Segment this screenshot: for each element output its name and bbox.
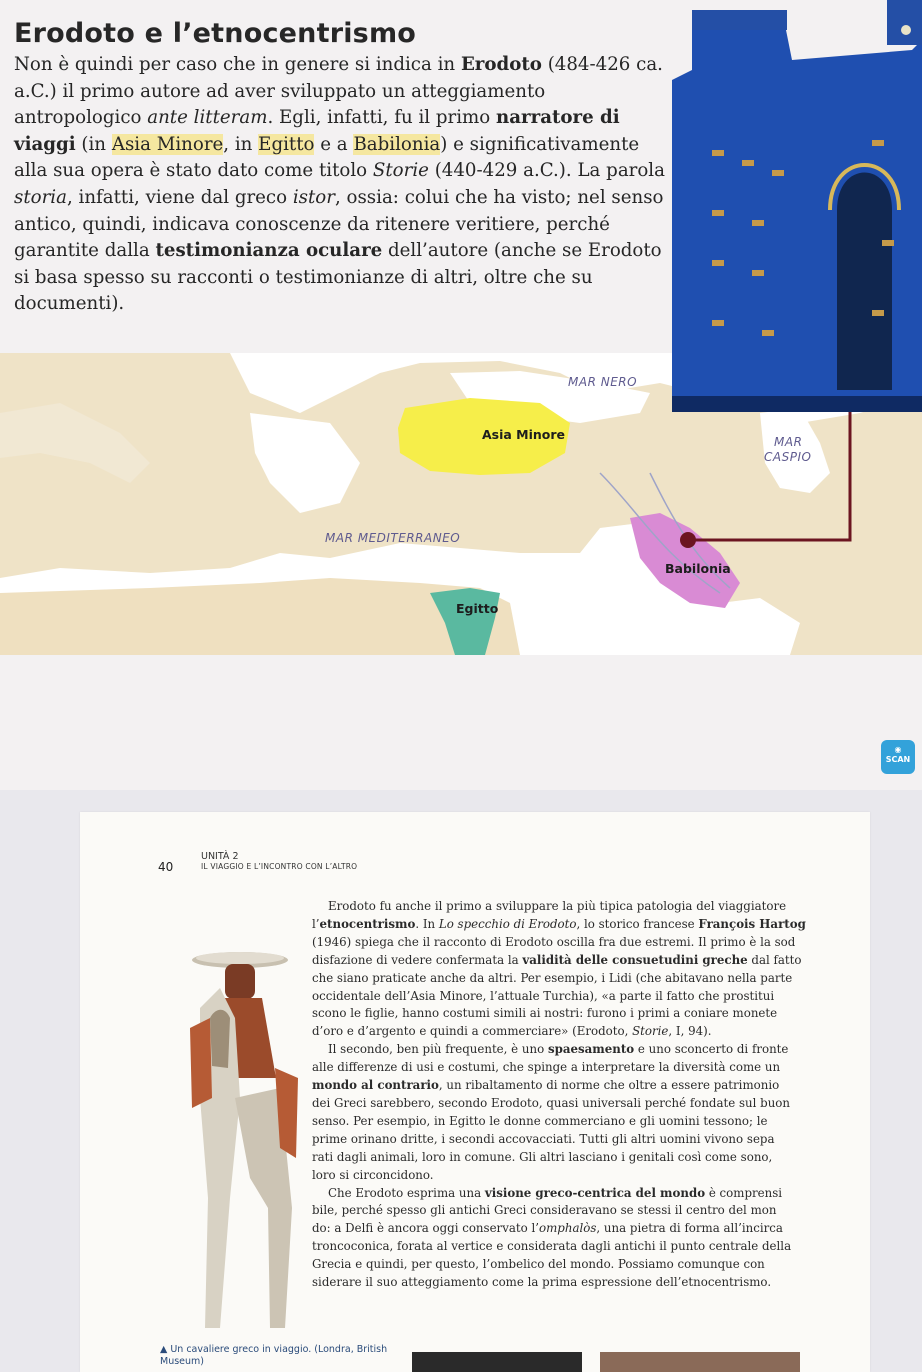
text-line [312, 1113, 870, 1131]
text-run: . In [415, 916, 439, 931]
bold-run: visione greco-centrica del mondo [484, 1185, 706, 1200]
text-run: e uno sconcerto di fronte [634, 1042, 789, 1057]
text-line [312, 1274, 870, 1292]
text-run: che siano praticate anche da altri. Per esempio, i Lidi (che abitavano nella parte [312, 970, 793, 985]
next-image-strip-brown [600, 1352, 800, 1372]
text-run: ) e significativamente alla sua opera è stato dato come titolo [14, 133, 640, 182]
lower-page [80, 812, 870, 1372]
text-run: , un ribaltamento di norme che oltre a essere patrimonio [438, 1078, 780, 1093]
bold-erodoto: Erodoto [460, 54, 542, 75]
text-run: dei Greci sarebbero, secondo Erodoto, quasi universali perché fondate sul buon [312, 1095, 791, 1110]
caption-text: Un cavaliere greco in viaggio. (Londra, British [170, 1344, 388, 1355]
text-run: Che Erodoto esprima una [328, 1185, 485, 1200]
caption-text-2: Museum) [160, 1356, 204, 1367]
text-run: l’ [312, 916, 320, 931]
page-heading: Erodoto e l’etnocentrismo [14, 18, 417, 49]
text-run: do: a Delfi è ancora oggi conservato l’ [312, 1221, 540, 1236]
unit-subtitle: IL VIAGGIO E L’INCONTRO CON L’ALTRO [201, 862, 358, 871]
text-line [312, 988, 870, 1006]
text-run: occidentale dell’Asia Minore, l’attuale Turchia), «a parte il fatto che prostitui [312, 988, 775, 1003]
text-line [312, 898, 870, 916]
italic-run: Storie [632, 1024, 669, 1039]
label-egitto: Egitto [456, 601, 499, 616]
bold-run: etnocentrismo [319, 916, 416, 931]
text-line [312, 1095, 870, 1113]
scan-icon: ◉ [894, 745, 902, 754]
unit-title: UNITÀ 2 [201, 851, 239, 862]
label-mar-mediterraneo: MAR MEDITERRANEO [325, 531, 461, 545]
scan-button[interactable] [881, 740, 915, 774]
text-run: (440-429 a.C.). La parola [428, 160, 665, 182]
text-line [312, 1220, 870, 1238]
text-run: alle differenze di usi e costumi, che spinge a interpretare la diversità come un [312, 1060, 781, 1075]
caption-arrow-icon: ▲ [160, 1344, 171, 1355]
text-line [312, 1238, 870, 1256]
page-number: 40 [158, 860, 174, 874]
text-run: Il secondo, ben più frequente, è uno [328, 1042, 548, 1057]
text-run: , infatti, viene dal greco [66, 186, 293, 208]
bold-run: François Hartog [698, 916, 806, 931]
text-run: scono le figlie, hanno costumi simili ai nostri: furono i primi a coniare monete [312, 1006, 778, 1021]
text-run: disfazione di vedere confermata la [312, 952, 523, 967]
text-line [312, 1131, 870, 1149]
intro-paragraph [14, 52, 674, 318]
label-babilonia: Babilonia [665, 561, 731, 576]
text-run: (484-426 ca. a.C.) il primo autore ad aver sviluppato un atteggiamento antropologico [14, 54, 663, 129]
bold-narratore: narratore di viaggi [14, 107, 620, 155]
text-run: dal fatto [747, 952, 802, 967]
bold-run: mondo al contrario [312, 1078, 439, 1093]
bold-testimonianza: testimonianza oculare [155, 240, 383, 262]
text-run: e a [314, 133, 354, 155]
text-line [312, 1005, 870, 1023]
text-run: Grecia e quindi, per questo, l’ombelico del mondo. Possiamo comunque con [312, 1257, 765, 1272]
text-line [312, 1185, 870, 1203]
text-run: prime orinano dritte, i secondi accovacciati. Tutti gli altri uomini vivono sepa [312, 1131, 775, 1146]
text-line [312, 1059, 870, 1077]
text-run: (in [75, 133, 112, 155]
text-run: , ossia: colui che ha visto; nel senso antico, quindi, indicava conoscenze da ritenere veritiere, perché garantite dalla [14, 186, 664, 262]
text-run: è comprensi [705, 1185, 783, 1200]
label-mar-caspio-1: MAR [774, 435, 803, 449]
text-line [312, 934, 870, 952]
italic-istor: istor [292, 186, 335, 208]
text-run: siderare il suo atteggiamento come la prima espressione dell’etnocentrismo. [312, 1275, 772, 1290]
highlight-asia-minore: Asia Minore [111, 133, 224, 155]
italic-run: Lo specchio di Erodoto [438, 916, 577, 931]
text-run: loro si circoncidono. [312, 1167, 434, 1182]
text-line [312, 1023, 870, 1041]
text-line [312, 1167, 870, 1185]
highlight-babilonia: Babilonia [353, 133, 441, 155]
ishtar-gate-illustration [672, 0, 922, 412]
text-run: d’oro e d’argento e quindi a commerciare» (Erodoto, [312, 1024, 633, 1039]
text-run: Erodoto fu anche il primo a sviluppare la più tipica patologia del viaggiatore [328, 899, 787, 913]
text-run: dell’autore (anche se Erodoto si basa spesso su racconti o testimonianze di altri, oltre che su documenti). [14, 240, 662, 315]
text-line [312, 952, 870, 970]
text-line [312, 1256, 870, 1274]
italic-storie: Storie [372, 160, 429, 182]
italic-run: omphalòs [539, 1221, 597, 1236]
text-run: , lo storico francese [576, 916, 699, 931]
next-image-strip-dark [412, 1352, 582, 1372]
text-run: (1946) spiega che il racconto di Erodoto oscilla fra due estremi. Il primo è la sod [312, 934, 796, 949]
text-line [312, 970, 870, 988]
bold-run: spaesamento [547, 1042, 635, 1057]
body-text [312, 898, 870, 1292]
highlight-egitto: Egitto [258, 133, 315, 155]
label-asia-minore: Asia Minore [482, 427, 566, 442]
italic-storia: storia [14, 186, 67, 208]
text-line [312, 1041, 870, 1059]
text-run: bile, perché spesso gli antichi Greci consideravano se stessi il centro del mon [312, 1203, 777, 1218]
text-line [312, 916, 870, 934]
scan-label: SCAN [885, 755, 911, 764]
unit-header [201, 852, 357, 872]
text-run: , I, 94). [668, 1024, 712, 1039]
text-line [312, 1202, 870, 1220]
horseman-statuette-image [180, 948, 310, 1334]
italic-ante-litteram: ante litteram [147, 107, 268, 129]
text-run: Non è quindi per caso che in genere si indica in [14, 54, 461, 75]
text-run: , in [223, 133, 259, 155]
text-run: . Egli, infatti, fu il primo [267, 107, 497, 129]
text-run: , una pietra di forma all’incirca [596, 1221, 783, 1236]
text-line [312, 1077, 870, 1095]
label-mar-caspio-2: CASPIO [764, 450, 812, 464]
text-run: troncoconica, forata al vertice e considerata dagli antichi il punto centrale della [312, 1239, 792, 1254]
bold-run: validità delle consuetudini greche [522, 952, 748, 967]
label-mar-nero: MAR NERO [568, 375, 638, 389]
text-line [312, 1149, 870, 1167]
text-run: senso. Per esempio, in Egitto le donne commerciano e gli uomini tessono; le [312, 1113, 768, 1128]
figure-caption [160, 1344, 420, 1368]
text-run: rati dagli animali, loro in comune. Gli altri lasciano i genitali così come sono, [312, 1149, 773, 1164]
